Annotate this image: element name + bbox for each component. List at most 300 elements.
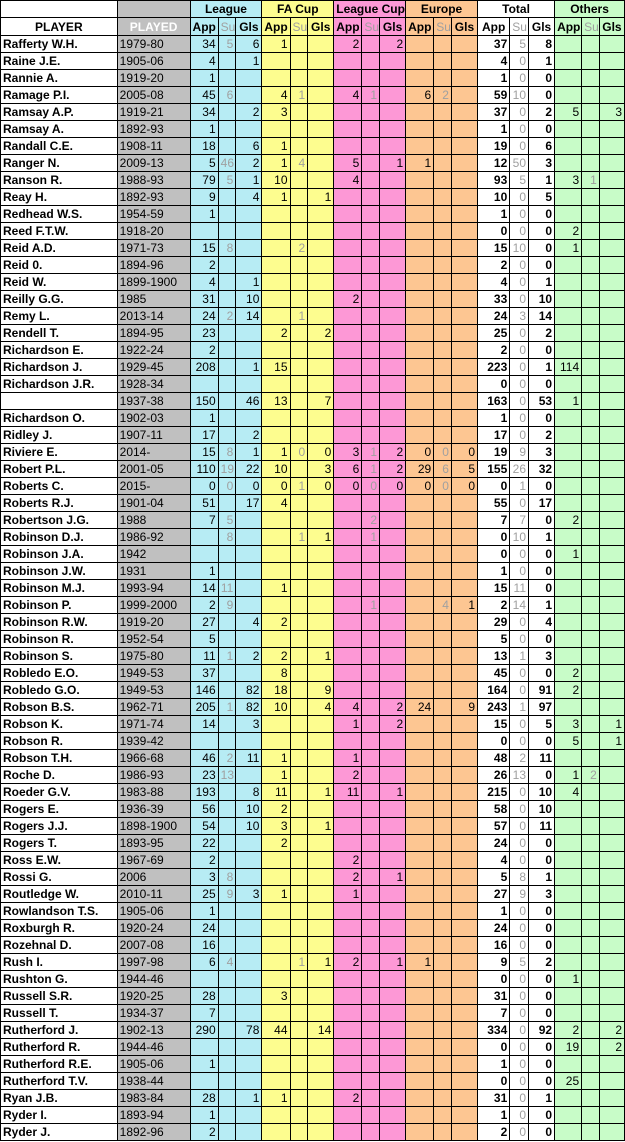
others-sub-cell — [582, 784, 600, 801]
league-gls-cell: 4 — [236, 189, 262, 206]
table-row — [1, 529, 625, 546]
league-app-cell: 1 — [190, 1107, 218, 1124]
league-gls-cell — [236, 325, 262, 342]
total-sub-cell: 5 — [510, 36, 529, 53]
league-app-cell: 7 — [190, 512, 218, 529]
others-sub-cell — [582, 733, 600, 750]
europe-gls-cell — [451, 580, 477, 597]
played-years: 2005-08 — [117, 87, 190, 104]
fa-cup-app-cell — [262, 206, 290, 223]
league-cup-app-cell: 2 — [334, 36, 362, 53]
table-row — [1, 1124, 625, 1141]
fa-cup-gls-cell — [308, 903, 334, 920]
others-gls-cell — [599, 920, 624, 937]
league-sub-cell — [218, 427, 236, 444]
others-gls-cell — [599, 461, 624, 478]
league-app-cell: 11 — [190, 648, 218, 665]
fa-cup-sub-cell — [290, 580, 308, 597]
europe-app-cell — [406, 1039, 434, 1056]
europe-sub-cell — [434, 240, 452, 257]
table-row — [1, 1039, 625, 1056]
total-sub-cell: 5 — [510, 172, 529, 189]
europe-gls-cell — [451, 716, 477, 733]
europe-sub-cell — [434, 529, 452, 546]
fa-cup-sub-cell — [290, 818, 308, 835]
others-gls-cell — [599, 206, 624, 223]
total-gls-cell: 0 — [529, 1056, 555, 1073]
others-gls-cell — [599, 563, 624, 580]
fa-cup-app-cell: 1 — [262, 155, 290, 172]
league-cup-gls-cell — [380, 325, 406, 342]
played-years: 1893-95 — [117, 835, 190, 852]
europe-app-cell — [406, 512, 434, 529]
others-sub-cell — [582, 835, 600, 852]
europe-gls-cell — [451, 1107, 477, 1124]
total-sub-cell: 0 — [510, 1039, 529, 1056]
europe-gls-cell — [451, 988, 477, 1005]
others-gls-cell — [599, 495, 624, 512]
others-gls-cell — [599, 801, 624, 818]
fa-cup-gls-cell — [308, 36, 334, 53]
league-cup-app-cell — [334, 257, 362, 274]
league-cup-sub-cell — [362, 1090, 380, 1107]
league-gls-cell — [236, 1107, 262, 1124]
total-app-cell: 0 — [478, 376, 510, 393]
league-cup-app-cell — [334, 342, 362, 359]
europe-sub-cell — [434, 172, 452, 189]
others-app-cell — [555, 189, 582, 206]
europe-sub-cell — [434, 631, 452, 648]
player-name: Robson T.H. — [1, 750, 118, 767]
europe-gls-cell — [451, 1022, 477, 1039]
league-cup-app-cell — [334, 1073, 362, 1090]
league-cup-sub-cell — [362, 784, 380, 801]
league-cup-app-cell — [334, 665, 362, 682]
table-row — [1, 920, 625, 937]
europe-app-cell — [406, 1005, 434, 1022]
total-sub-cell: 10 — [510, 240, 529, 257]
league-gls-cell: 11 — [236, 750, 262, 767]
europe-sub-cell — [434, 648, 452, 665]
league-sub-cell — [218, 920, 236, 937]
league-cup-app-cell: 2 — [334, 954, 362, 971]
others-sub-cell — [582, 920, 600, 937]
league-app-cell: 14 — [190, 580, 218, 597]
league-app-cell: 1 — [190, 121, 218, 138]
others-sub-cell: 1 — [582, 172, 600, 189]
europe-app-cell — [406, 121, 434, 138]
total-sub-cell: 9 — [510, 886, 529, 903]
total-app-cell: 4 — [478, 53, 510, 70]
europe-app-cell — [406, 189, 434, 206]
fa-cup-sub-cell — [290, 104, 308, 121]
others-sub-cell — [582, 937, 600, 954]
total-app-cell: 0 — [478, 529, 510, 546]
total-sub-cell: 13 — [510, 767, 529, 784]
player-name: Reed F.T.W. — [1, 223, 118, 240]
fa-cup-gls-cell: 1 — [308, 189, 334, 206]
europe-gls-cell — [451, 427, 477, 444]
league-cup-app-cell — [334, 546, 362, 563]
europe-sub-cell — [434, 155, 452, 172]
others-sub-cell — [582, 988, 600, 1005]
europe-app-cell — [406, 138, 434, 155]
table-row — [1, 971, 625, 988]
league-cup-app-cell: 1 — [334, 886, 362, 903]
player-name: Rannie A. — [1, 70, 118, 87]
europe-sub-cell — [434, 410, 452, 427]
europe-app-cell: 29 — [406, 461, 434, 478]
fa-cup-sub-cell: 1 — [290, 478, 308, 495]
header-others-app: App — [555, 18, 582, 36]
others-sub-cell — [582, 1090, 600, 1107]
europe-app-cell — [406, 648, 434, 665]
total-sub-cell: 0 — [510, 1090, 529, 1107]
fa-cup-gls-cell — [308, 665, 334, 682]
europe-app-cell — [406, 495, 434, 512]
total-app-cell: 24 — [478, 835, 510, 852]
total-app-cell: 19 — [478, 138, 510, 155]
fa-cup-app-cell — [262, 954, 290, 971]
league-cup-gls-cell — [380, 393, 406, 410]
played-years: 1899-1900 — [117, 274, 190, 291]
header-played-blank — [117, 1, 190, 18]
europe-sub-cell — [434, 274, 452, 291]
fa-cup-gls-cell — [308, 1090, 334, 1107]
player-name: Robinson R.W. — [1, 614, 118, 631]
league-sub-cell: 5 — [218, 172, 236, 189]
total-gls-cell: 11 — [529, 750, 555, 767]
fa-cup-sub-cell — [290, 903, 308, 920]
total-gls-cell: 0 — [529, 563, 555, 580]
league-sub-cell: 46 — [218, 155, 236, 172]
league-cup-sub-cell — [362, 614, 380, 631]
total-app-cell: 59 — [478, 87, 510, 104]
fa-cup-sub-cell — [290, 665, 308, 682]
league-sub-cell — [218, 138, 236, 155]
others-gls-cell — [599, 580, 624, 597]
league-app-cell: 24 — [190, 920, 218, 937]
others-app-cell — [555, 614, 582, 631]
player-name: Roxburgh R. — [1, 920, 118, 937]
league-cup-gls-cell — [380, 70, 406, 87]
fa-cup-app-cell: 1 — [262, 1090, 290, 1107]
fa-cup-gls-cell — [308, 937, 334, 954]
league-gls-cell — [236, 954, 262, 971]
total-app-cell: 2 — [478, 1124, 510, 1141]
others-sub-cell — [582, 682, 600, 699]
table-row — [1, 631, 625, 648]
player-name: Reid W. — [1, 274, 118, 291]
played-years: 1949-53 — [117, 682, 190, 699]
league-sub-cell — [218, 546, 236, 563]
total-sub-cell: 11 — [510, 580, 529, 597]
played-years: 1971-73 — [117, 240, 190, 257]
league-sub-cell — [218, 852, 236, 869]
played-years: 2013-14 — [117, 308, 190, 325]
europe-sub-cell — [434, 291, 452, 308]
total-gls-cell: 3 — [529, 444, 555, 461]
total-gls-cell: 17 — [529, 495, 555, 512]
total-sub-cell: 0 — [510, 70, 529, 87]
others-gls-cell — [599, 359, 624, 376]
league-app-cell — [190, 529, 218, 546]
player-name: Rafferty W.H. — [1, 36, 118, 53]
fa-cup-app-cell — [262, 1056, 290, 1073]
played-years: 1905-06 — [117, 53, 190, 70]
fa-cup-sub-cell: 1 — [290, 954, 308, 971]
total-sub-cell: 0 — [510, 1124, 529, 1141]
league-cup-gls-cell — [380, 546, 406, 563]
league-cup-sub-cell — [362, 342, 380, 359]
others-sub-cell — [582, 121, 600, 138]
europe-sub-cell — [434, 427, 452, 444]
total-app-cell: 1 — [478, 121, 510, 138]
total-app-cell: 29 — [478, 614, 510, 631]
total-sub-cell: 0 — [510, 852, 529, 869]
played-years: 1993-94 — [117, 580, 190, 597]
league-app-cell: 290 — [190, 1022, 218, 1039]
europe-sub-cell — [434, 1124, 452, 1141]
table-row — [1, 886, 625, 903]
others-sub-cell — [582, 750, 600, 767]
others-sub-cell — [582, 1056, 600, 1073]
league-cup-app-cell — [334, 393, 362, 410]
played-years: 1944-46 — [117, 971, 190, 988]
table-row — [1, 240, 625, 257]
total-gls-cell: 97 — [529, 699, 555, 716]
others-app-cell — [555, 461, 582, 478]
played-years: 2015- — [117, 478, 190, 495]
others-app-cell — [555, 308, 582, 325]
fa-cup-app-cell: 1 — [262, 444, 290, 461]
total-app-cell: 1 — [478, 1107, 510, 1124]
league-sub-cell — [218, 1090, 236, 1107]
others-app-cell — [555, 410, 582, 427]
europe-sub-cell — [434, 767, 452, 784]
total-sub-cell: 0 — [510, 1107, 529, 1124]
total-sub-cell: 0 — [510, 342, 529, 359]
league-cup-gls-cell: 2 — [380, 444, 406, 461]
league-cup-app-cell: 2 — [334, 852, 362, 869]
total-sub-cell: 0 — [510, 971, 529, 988]
total-app-cell: 31 — [478, 988, 510, 1005]
league-app-cell — [190, 971, 218, 988]
fa-cup-gls-cell — [308, 1039, 334, 1056]
fa-cup-app-cell: 2 — [262, 835, 290, 852]
total-app-cell: 243 — [478, 699, 510, 716]
fa-cup-gls-cell — [308, 563, 334, 580]
europe-gls-cell — [451, 784, 477, 801]
table-row — [1, 988, 625, 1005]
league-cup-gls-cell — [380, 852, 406, 869]
league-gls-cell: 22 — [236, 461, 262, 478]
total-app-cell: 45 — [478, 665, 510, 682]
europe-gls-cell — [451, 903, 477, 920]
total-gls-cell: 5 — [529, 189, 555, 206]
others-app-cell — [555, 478, 582, 495]
header-europe-sub: Su — [434, 18, 452, 36]
league-cup-app-cell: 1 — [334, 750, 362, 767]
league-app-cell: 79 — [190, 172, 218, 189]
table-row — [1, 461, 625, 478]
others-app-cell — [555, 1090, 582, 1107]
league-cup-sub-cell — [362, 631, 380, 648]
league-app-cell: 1 — [190, 563, 218, 580]
header-player: PLAYER — [1, 18, 118, 36]
total-gls-cell: 53 — [529, 393, 555, 410]
europe-app-cell — [406, 971, 434, 988]
fa-cup-gls-cell — [308, 614, 334, 631]
player-name: Ridley J. — [1, 427, 118, 444]
table-row — [1, 954, 625, 971]
total-app-cell: 164 — [478, 682, 510, 699]
europe-app-cell — [406, 529, 434, 546]
header-fa-cup-gls: Gls — [308, 18, 334, 36]
total-sub-cell: 0 — [510, 206, 529, 223]
table-row — [1, 512, 625, 529]
others-gls-cell — [599, 36, 624, 53]
league-cup-app-cell: 1 — [334, 716, 362, 733]
player-name: Robinson S. — [1, 648, 118, 665]
player-name: Robson B.S. — [1, 699, 118, 716]
league-app-cell: 0 — [190, 478, 218, 495]
league-cup-gls-cell — [380, 1073, 406, 1090]
total-app-cell: 7 — [478, 1005, 510, 1022]
table-row — [1, 478, 625, 495]
total-app-cell: 0 — [478, 478, 510, 495]
europe-app-cell — [406, 1090, 434, 1107]
europe-sub-cell — [434, 937, 452, 954]
table-row — [1, 444, 625, 461]
player-name: Rozehnal D. — [1, 937, 118, 954]
league-cup-sub-cell — [362, 988, 380, 1005]
europe-app-cell: 6 — [406, 87, 434, 104]
table-row — [1, 308, 625, 325]
fa-cup-sub-cell — [290, 869, 308, 886]
league-cup-gls-cell: 1 — [380, 784, 406, 801]
fa-cup-gls-cell — [308, 121, 334, 138]
fa-cup-app-cell: 10 — [262, 172, 290, 189]
total-gls-cell: 14 — [529, 308, 555, 325]
player-name: Roche D. — [1, 767, 118, 784]
fa-cup-sub-cell — [290, 257, 308, 274]
total-gls-cell: 1 — [529, 53, 555, 70]
league-gls-cell — [236, 920, 262, 937]
league-cup-gls-cell — [380, 767, 406, 784]
fa-cup-sub-cell: 2 — [290, 240, 308, 257]
total-sub-cell: 50 — [510, 155, 529, 172]
player-name: Rogers E. — [1, 801, 118, 818]
fa-cup-app-cell — [262, 529, 290, 546]
europe-sub-cell: 6 — [434, 461, 452, 478]
europe-sub-cell — [434, 121, 452, 138]
header-league-cup-app: App — [334, 18, 362, 36]
league-sub-cell — [218, 1005, 236, 1022]
league-sub-cell — [218, 903, 236, 920]
others-app-cell — [555, 155, 582, 172]
others-sub-cell — [582, 563, 600, 580]
group-fa-cup: FA Cup — [262, 1, 334, 18]
fa-cup-gls-cell — [308, 257, 334, 274]
europe-gls-cell — [451, 308, 477, 325]
europe-app-cell — [406, 393, 434, 410]
fa-cup-sub-cell — [290, 172, 308, 189]
total-gls-cell: 5 — [529, 716, 555, 733]
league-sub-cell — [218, 682, 236, 699]
league-cup-gls-cell — [380, 274, 406, 291]
europe-app-cell — [406, 308, 434, 325]
others-app-cell: 1 — [555, 393, 582, 410]
league-gls-cell — [236, 903, 262, 920]
others-app-cell: 1 — [555, 767, 582, 784]
europe-sub-cell — [434, 257, 452, 274]
league-cup-gls-cell — [380, 937, 406, 954]
played-years: 2009-13 — [117, 155, 190, 172]
league-cup-sub-cell — [362, 869, 380, 886]
table-row — [1, 665, 625, 682]
europe-gls-cell — [451, 886, 477, 903]
total-app-cell: 24 — [478, 308, 510, 325]
total-gls-cell: 0 — [529, 852, 555, 869]
table-row — [1, 852, 625, 869]
league-cup-sub-cell: 0 — [362, 478, 380, 495]
league-app-cell: 1 — [190, 206, 218, 223]
league-cup-gls-cell — [380, 308, 406, 325]
europe-gls-cell — [451, 70, 477, 87]
total-sub-cell: 0 — [510, 223, 529, 240]
europe-sub-cell — [434, 546, 452, 563]
player-name: Richardson O. — [1, 410, 118, 427]
europe-app-cell — [406, 580, 434, 597]
total-gls-cell: 0 — [529, 206, 555, 223]
fa-cup-app-cell: 11 — [262, 784, 290, 801]
total-gls-cell: 0 — [529, 903, 555, 920]
others-sub-cell — [582, 631, 600, 648]
table-row — [1, 903, 625, 920]
total-sub-cell: 0 — [510, 801, 529, 818]
europe-gls-cell — [451, 155, 477, 172]
league-sub-cell — [218, 376, 236, 393]
europe-sub-cell — [434, 36, 452, 53]
fa-cup-gls-cell — [308, 104, 334, 121]
europe-app-cell — [406, 257, 434, 274]
league-cup-sub-cell — [362, 155, 380, 172]
league-app-cell: 1 — [190, 903, 218, 920]
table-row — [1, 1107, 625, 1124]
league-gls-cell — [236, 1124, 262, 1141]
europe-sub-cell — [434, 971, 452, 988]
league-sub-cell — [218, 104, 236, 121]
total-gls-cell: 0 — [529, 240, 555, 257]
fa-cup-sub-cell — [290, 648, 308, 665]
others-sub-cell — [582, 546, 600, 563]
total-sub-cell: 0 — [510, 138, 529, 155]
player-name: Robson R. — [1, 733, 118, 750]
others-sub-cell — [582, 36, 600, 53]
league-gls-cell: 2 — [236, 648, 262, 665]
total-sub-cell: 0 — [510, 546, 529, 563]
player-name: Richardson J.R. — [1, 376, 118, 393]
fa-cup-gls-cell — [308, 172, 334, 189]
fa-cup-gls-cell — [308, 427, 334, 444]
player-name: Remy L. — [1, 308, 118, 325]
header-league-cup-gls: Gls — [380, 18, 406, 36]
played-years: 2006 — [117, 869, 190, 886]
league-app-cell: 16 — [190, 937, 218, 954]
europe-app-cell — [406, 410, 434, 427]
league-cup-app-cell — [334, 1124, 362, 1141]
